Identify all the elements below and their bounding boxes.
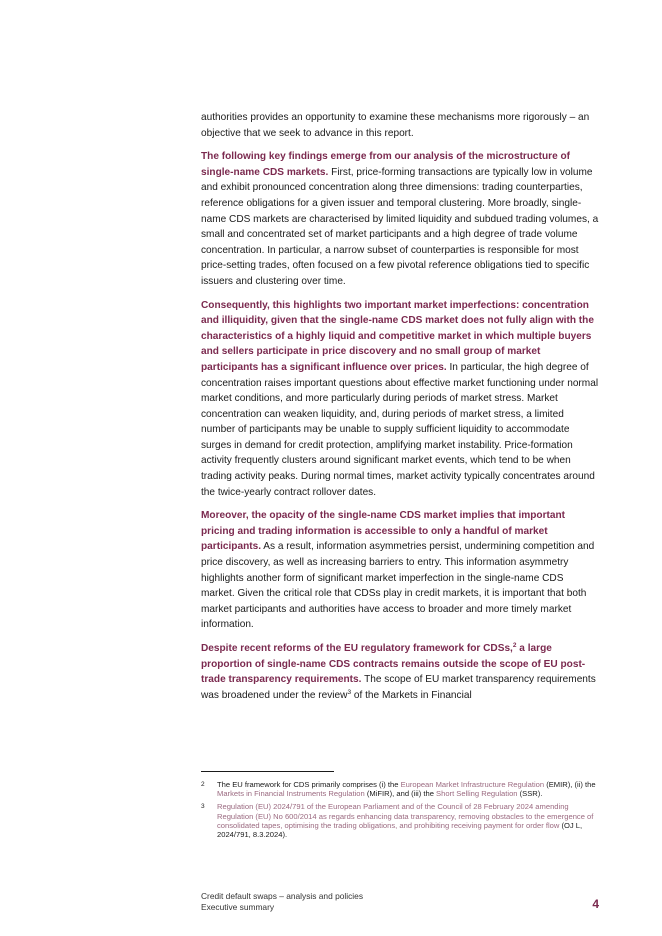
paragraph-2-text: First, price-forming transactions are typically low in volume and exhibit pronounced concentration along three dimensions: trading counterparties, reference obligations for a given issuer and temporal clustering. More broadly, single-name CDS markets are characterised by limited liquidity and subdued trading volumes, a small and concentrated set of market participants and a high degree of trade volume concentration. In particular, a narrow subset of counterparties is responsible for most price-setting trades, often focused on a few pivotal reference obligations tied to specific issuers and clustering over time. [201, 166, 599, 287]
footnote-3 [201, 802, 597, 839]
footnote-text-segment: (OJ L, 2024/791, 8.3.2024). [217, 820, 583, 840]
footnote-number: 2 [201, 781, 205, 788]
ssr-link[interactable]: Short Selling Regulation [436, 789, 518, 799]
paragraph-1-text: authorities provides an opportunity to examine these mechanisms more rigorously – an objective that we seek to advance in this report. [201, 112, 590, 139]
key-finding-2: Consequently, this highlights two important market imperfections: concentration and illiquidity, given that the single-name CDS market does not fully align with the characteristics of a highly liquid and competitive market in which multiple buyers and sellers participate in price discovery and no small group of market participants has a significant influence over prices. [201, 299, 594, 373]
footnote-number: 3 [201, 803, 205, 811]
paragraph-2 [201, 149, 599, 289]
key-finding-1: The following key findings emerge from our analysis of the microstructure of single-name CDS markets. [201, 151, 571, 178]
paragraph-5-text-a: The scope of EU market transparency requirements was broadened under the review [201, 674, 596, 701]
footnote-text-segment: (SSR). [517, 789, 543, 799]
regulation-link[interactable]: Regulation (EU) 2024/791 of the European Parliament and of the Council of 28 February 2024 amending Regulation (EU) No 600/2014 as regards enhancing data transparency, removing obstacles to the emergence of consolidated tapes, optimising the trading obligations, and prohibiting receiving payment for order flow [217, 802, 594, 830]
footnote-2 [201, 780, 597, 798]
page-footer [201, 891, 363, 912]
paragraph-4 [201, 508, 599, 633]
footnote-ref-2[interactable]: 2 [512, 642, 517, 649]
key-finding-4-a: Despite recent reforms of the EU regulatory framework for CDSs, [201, 643, 513, 654]
paragraph-1 [201, 110, 599, 141]
footnote-text-segment: The EU framework for CDS primarily comprises (i) the [217, 780, 401, 789]
main-text [201, 110, 599, 711]
paragraph-3-text: In particular, the high degree of concentration raises important questions about effective market functioning under normal market conditions, and more particularly during periods of market stress. Market concentration can weaken liquidity, and, during periods of market stress, a limited number of participants may be unable to supply sufficient liquidity to accommodate surges in demand for credit protection, amplifying market instability. Price-formation activity frequently clusters around significant market events, which tend to be when trading activity peaks. During normal times, market activity typically concentrates around the twice-yearly contract rollover dates. [201, 361, 599, 498]
footnote-ref-3[interactable]: 3 [347, 688, 352, 696]
emir-link[interactable]: European Market Infrastructure Regulation [400, 780, 545, 789]
footer-section: Executive summary [201, 901, 275, 912]
paragraph-5 [201, 641, 599, 703]
footnote-divider [201, 771, 334, 772]
page-number: 4 [592, 897, 599, 911]
key-finding-4-b: a large proportion of single-name CDS contracts remains outside the scope of EU post-trade transparency requirements. [201, 643, 586, 686]
paragraph-3 [201, 298, 599, 501]
paragraph-4-text: As a result, information asymmetries persist, undermining competition and price discovery, as well as increasing barriers to entry. This information asymmetry highlights another form of significant market imperfection in the single-name CDS market. Given the critical role that CDSs play in credit markets, it is important that both market participants and authorities have access to broader and more timely market information. [201, 541, 595, 631]
footnote-text-segment: (EMIR), (ii) the [544, 780, 596, 789]
footnote-text [217, 802, 597, 839]
paragraph-5-text-b: of the Markets in Financial [351, 689, 472, 701]
footnote-text [217, 780, 597, 798]
footnotes [201, 780, 597, 843]
footnote-text-segment: (MiFIR), and (iii) the [364, 789, 437, 799]
key-finding-3: Moreover, the opacity of the single-name CDS market implies that important pricing and trading information is accessible to only a handful of market participants. [201, 510, 566, 553]
footer-title: Credit default swaps – analysis and policies [201, 891, 364, 901]
mifir-link[interactable]: Markets in Financial Instruments Regulation [217, 789, 365, 799]
